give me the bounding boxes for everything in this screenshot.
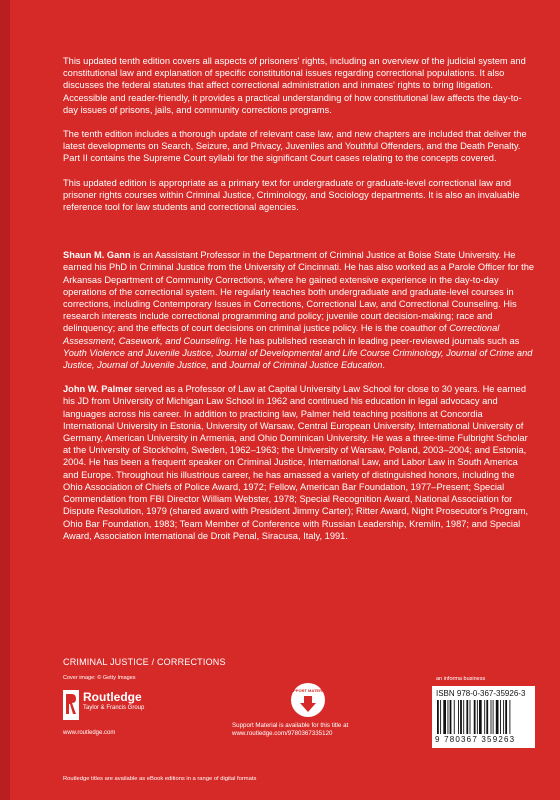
publisher-logo-block	[63, 690, 203, 740]
publisher-name: Routledge	[83, 690, 142, 704]
subject-category: CRIMINAL JUSTICE / CORRECTIONS	[63, 657, 226, 667]
bio-text: .	[382, 360, 385, 371]
section-gap	[63, 225, 535, 249]
bio-text: is an Aassistant Professor in the Department of Criminal Justice at Boise State University. He earned his PhD in Criminal Justice from the University of Cincinnati. He has also worked as a Parole Officer for the Arkansas Department of Community Corrections, where he gained extensive experience in the day-to-day operations of the correctional system. He regularly teaches both undergraduate and graduate-level courses in corrections, including Contemporary Issues in Corrections, Correctional Law, and Correctional Counseling. His research interests include correctional programming and policy; juvenile court decision-making; race and delinquency; and the effects of court decisions on criminal justice policy. He is the coauthor of	[63, 250, 535, 334]
routledge-logo-icon	[63, 690, 79, 720]
support-badge-label: SUPPORT MATERIAL	[287, 688, 329, 693]
description-paragraph-2: The tenth edition includes a thorough update of relevant case law, and new chapters are included that deliver the latest developments on Search, Seizure, and Privacy, Juveniles and Youthful Offenders, and the Death Penalty. Part II contains the Supreme Court syllabi for the significant Court cases relating to the concepts covered.	[63, 129, 527, 164]
support-material-block	[232, 682, 402, 742]
isbn-barcode-box	[432, 686, 535, 748]
journal-title: Journal of Criminal Justice Education	[229, 360, 383, 371]
description-paragraph-1: This updated tenth edition covers all aspects of prisoners' rights, including an overview of the judicial system and constitutional law and explanation of specific constitutional issues regarding correctional populations. It also discusses the federal statutes that affect correctional administration and inmates' rights to bring litigation. Accessible and reader-friendly, it provides a practical understanding of how constitutional law affects the day-to-day issues of prisons, jails, and community corrections programs.	[63, 56, 526, 115]
book-title: Correctional Assessment, Casework, and Counseling	[63, 323, 500, 346]
download-arrow-icon	[287, 682, 329, 718]
barcode-number: 9 780367 359263	[435, 735, 516, 744]
journal-titles: Youth Violence and Juvenile Justice, Journal of Developmental and Life Course Criminology, Journal of Crime and Justice, Journal of Juvenile Justice,	[63, 347, 533, 371]
publisher-website-link[interactable]: www.routledge.com	[63, 730, 116, 736]
author-name-palmer: John W. Palmer	[63, 384, 133, 395]
barcode-icon	[435, 700, 532, 734]
author-name-gann: Shaun M. Gann	[63, 250, 131, 261]
bio-text: and	[208, 360, 230, 371]
publisher-subtitle: Taylor & Francis Group	[83, 705, 145, 711]
informa-tagline: an informa business	[436, 676, 486, 682]
ebook-note: Routledge titles are available as eBook editions in a range of digital formats	[63, 776, 257, 782]
isbn-label: ISBN 978-0-367-35926-3	[436, 689, 526, 698]
description-paragraph-3: This updated edition is appropriate as a primary text for undergraduate or graduate-level correctional law and prisoner rights courses within Criminal Justice, Criminology, and Sociology departments. It is also an invaluable reference tool for law students and correctional agencies.	[63, 177, 520, 213]
author-bio-gann	[63, 249, 535, 371]
support-material-text: Support Material is available for this title at www.routledge.com/9780367335120	[232, 722, 349, 737]
bio-text: served as a Professor of Law at Capital University Law School for close to 30 years. He earned his JD from University of Michigan Law School in 1962 and continued his education in legal advocacy and languages across his career. In addition to practicing law, Palmer held teaching positions at Concordia International University in Estonia, University of Warsaw, Central European University, International University of Germany, American University in Armenia, and Ohio Dominican University. He was a three-time Fulbright Scholar at the University of Stockholm, Sweden, 1962–1963; the University of Warsaw, Poland, 2003–2004; and Estonia, 2004. He has been a frequent speaker on Criminal Justice, International Law, and Labor Law in South America and Europe. Throughout his illustrious career, he has amassed a variety of distinguished honors, including the Ohio Association of Chiefs of Police Award, 1972; Fellow, American Bar Foundation, 1977–Present; Special Commendation from FBI Director William Webster, 1978; Special Recognition Award, National Association for Dispute Resolution, 1979 (shared award with President Jimmy Carter); Ritter Award, Night Prosecutor's Program, Ohio Bar Foundation, 1983; Team Member of Conference with Russian Leadership, Kremlin, 1987; and Special Award, Association International de Droit Penal, Siracusa, Italy, 1991.	[63, 384, 529, 541]
spine-edge	[0, 0, 10, 800]
back-cover-text	[63, 55, 535, 554]
bio-text: . He has published research in leading peer-reviewed journals such as	[229, 335, 520, 346]
cover-image-credit: Cover image: © Getty Images	[63, 675, 136, 681]
author-bio-palmer	[63, 383, 535, 542]
